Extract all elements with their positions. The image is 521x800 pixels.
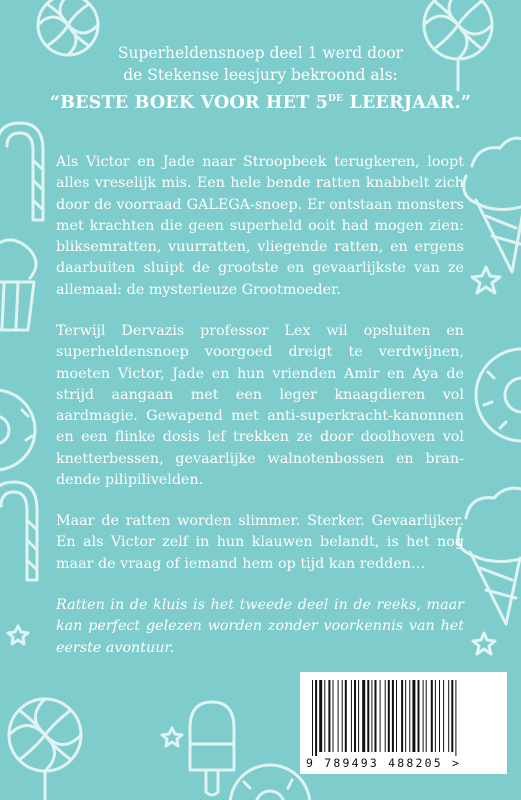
award-intro-line-1: Superheldensnoep deel 1 werd door: [117, 44, 404, 62]
barcode-bar: [338, 680, 339, 752]
barcode-bar: [439, 680, 440, 752]
blurb-paragraph-1: Als Victor en Jade naar Stroopbeek terugkeren, loopt alles vreselijk mis. Een hele bende ratten knabbelt zich door de voorraad GALEGA-snoep. Er ontstaan monsters met krachten die geen superheld ooit had mogen zien: bliksemratten, vuurratten, vliegende ratten, en ergens daarbuiten sluipt de grootste en gevaarlijkste van ze allemaal: de mysterieuze Grootmoeder.: [56, 154, 464, 298]
barcode-bar: [412, 680, 415, 752]
barcode-bar: [333, 680, 334, 752]
award-title-prefix: “BESTE BOEK VOOR HET 5: [49, 93, 329, 113]
blurb-paragraph-3: Maar de ratten worden slimmer. Sterker. Gevaarlijker. En als Victor zelf in hun klauwen belandt, is het nog maar de vraag of iemand hem op tijd kan redden…: [56, 513, 464, 572]
barcode-bar: [312, 680, 313, 756]
barcode-bar: [401, 680, 403, 752]
award-title: [10, 93, 511, 113]
award-title-superscript: DE: [328, 94, 344, 104]
barcode-bar: [426, 680, 427, 752]
series-note: Ratten in de kluis is het tweede deel in de reeks, maar kan perfect gelezen worden zonder voorkennis van het eerste avontuur.: [56, 597, 464, 656]
barcode-bar: [342, 680, 343, 752]
barcode-bar: [358, 680, 359, 752]
barcode-bar: [455, 680, 456, 756]
barcode-bar: [351, 680, 352, 752]
barcode-bar: [362, 680, 365, 752]
barcode-bar: [431, 680, 433, 752]
barcode-bar: [435, 680, 436, 752]
barcode-bar: [315, 680, 317, 756]
award-title-suffix: LEERJAAR.”: [343, 93, 472, 113]
award-intro: [20, 42, 501, 86]
barcode-bar: [448, 680, 449, 752]
barcode-bar: [405, 680, 406, 752]
barcode-bar: [375, 680, 377, 752]
barcode-bar: [354, 680, 356, 752]
barcode-bar: [324, 680, 325, 752]
barcode-bar: [423, 680, 424, 752]
barcode-bar: [409, 680, 410, 752]
barcode-bars: [310, 680, 497, 756]
barcode-bar: [443, 680, 444, 752]
barcode-bar: [392, 680, 394, 752]
award-intro-line-2: de Stekense leesjury bekroond als:: [123, 66, 398, 84]
barcode-bar: [328, 680, 330, 752]
barcode-bar: [367, 680, 369, 752]
barcode-bar: [388, 680, 390, 752]
barcode-bar: [418, 680, 420, 752]
barcode-bar: [345, 680, 347, 752]
barcode-bar: [396, 680, 397, 752]
isbn-number: 9 789493 488205 >: [306, 756, 462, 770]
barcode-bar: [451, 680, 453, 752]
barcode-bar: [385, 680, 386, 752]
barcode-bar: [371, 680, 372, 752]
blurb-paragraph-2: Terwijl Dervazis professor Lex wil opsluiten en superheldensnoep voorgoed dreigt te verdwijnen, moeten Victor, Jade en hun vrienden Amir en Aya de strijd aangaan met een leger knaagdieren vol aardmagie. Gewapend met anti-superkracht-kanonnen en een flinke dosis lef trekken ze door doolhoven vol knetterbessen, gevaarlijke walnotenbossen en brandende pilipilivelden.: [56, 323, 464, 489]
barcode-bar: [380, 680, 381, 752]
isbn-barcode: [300, 672, 507, 774]
barcode-bar: [319, 680, 322, 752]
